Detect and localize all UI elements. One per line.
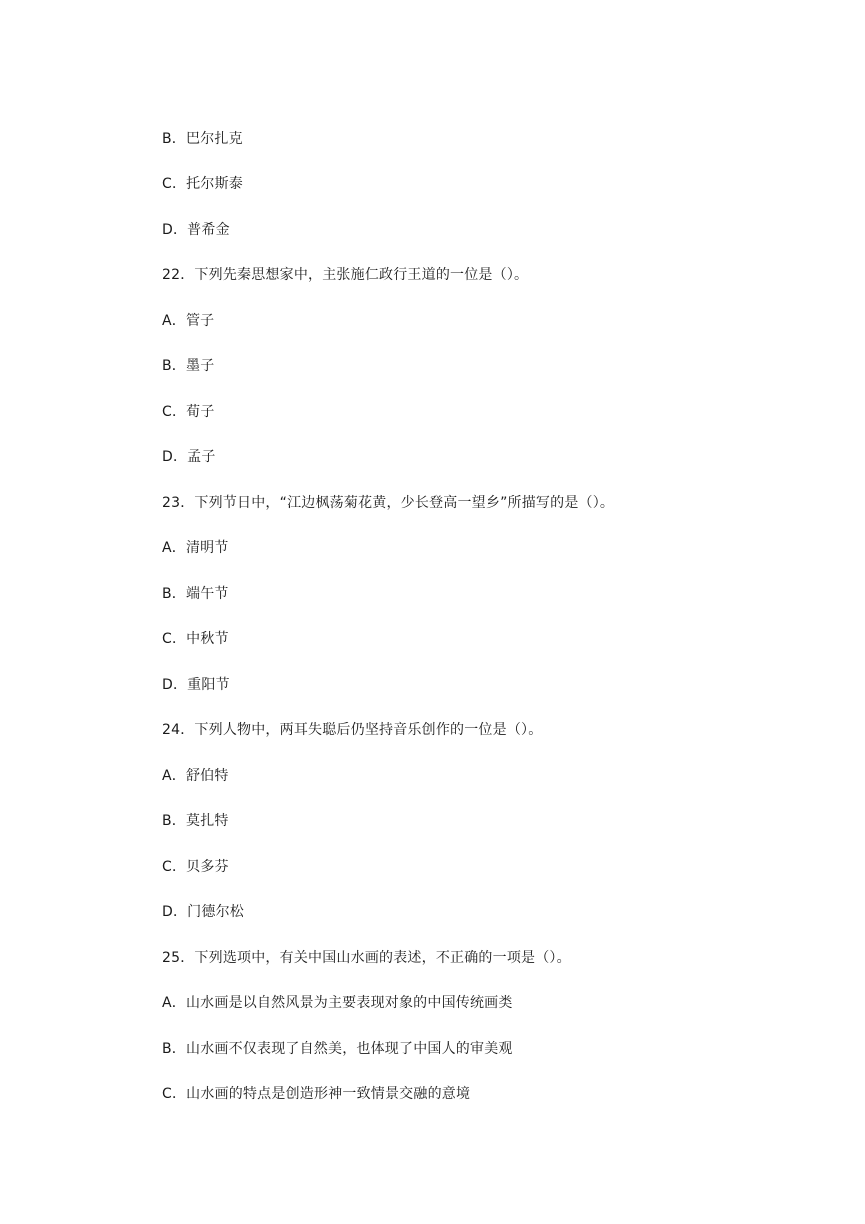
- option-22-c: C．荀子: [162, 404, 215, 420]
- option-24-d: D．门德尔松: [162, 904, 244, 920]
- question-22: 22．下列先秦思想家中，主张施仁政行王道的一位是（）。: [162, 267, 529, 283]
- option-23-b: B．端午节: [162, 586, 229, 602]
- option-21-d: D．普希金: [162, 222, 230, 238]
- option-23-d: D．重阳节: [162, 677, 230, 693]
- option-21-c: C．托尔斯泰: [162, 176, 243, 192]
- option-22-b: B．墨子: [162, 358, 215, 374]
- option-24-c: C．贝多芬: [162, 859, 229, 875]
- option-22-d: D．孟子: [162, 449, 216, 465]
- option-25-c: C．山水画的特点是创造形神一致情景交融的意境: [162, 1086, 471, 1102]
- question-25: 25．下列选项中，有关中国山水画的表述，不正确的一项是（）。: [162, 950, 571, 966]
- question-24: 24．下列人物中，两耳失聪后仍坚持音乐创作的一位是（）。: [162, 722, 543, 738]
- option-24-a: A．舒伯特: [162, 768, 229, 784]
- option-21-b: B．巴尔扎克: [162, 131, 243, 147]
- option-25-a: A．山水画是以自然风景为主要表现对象的中国传统画类: [162, 995, 513, 1011]
- option-24-b: B．莫扎特: [162, 813, 229, 829]
- option-25-b: B．山水画不仅表现了自然美，也体现了中国人的审美观: [162, 1041, 513, 1057]
- option-22-a: A．管子: [162, 313, 215, 329]
- question-23: 23．下列节日中，“江边枫荡菊花黄，少长登高一望乡”所描写的是（）。: [162, 495, 615, 511]
- option-23-c: C．中秋节: [162, 631, 229, 647]
- option-23-a: A．清明节: [162, 540, 229, 556]
